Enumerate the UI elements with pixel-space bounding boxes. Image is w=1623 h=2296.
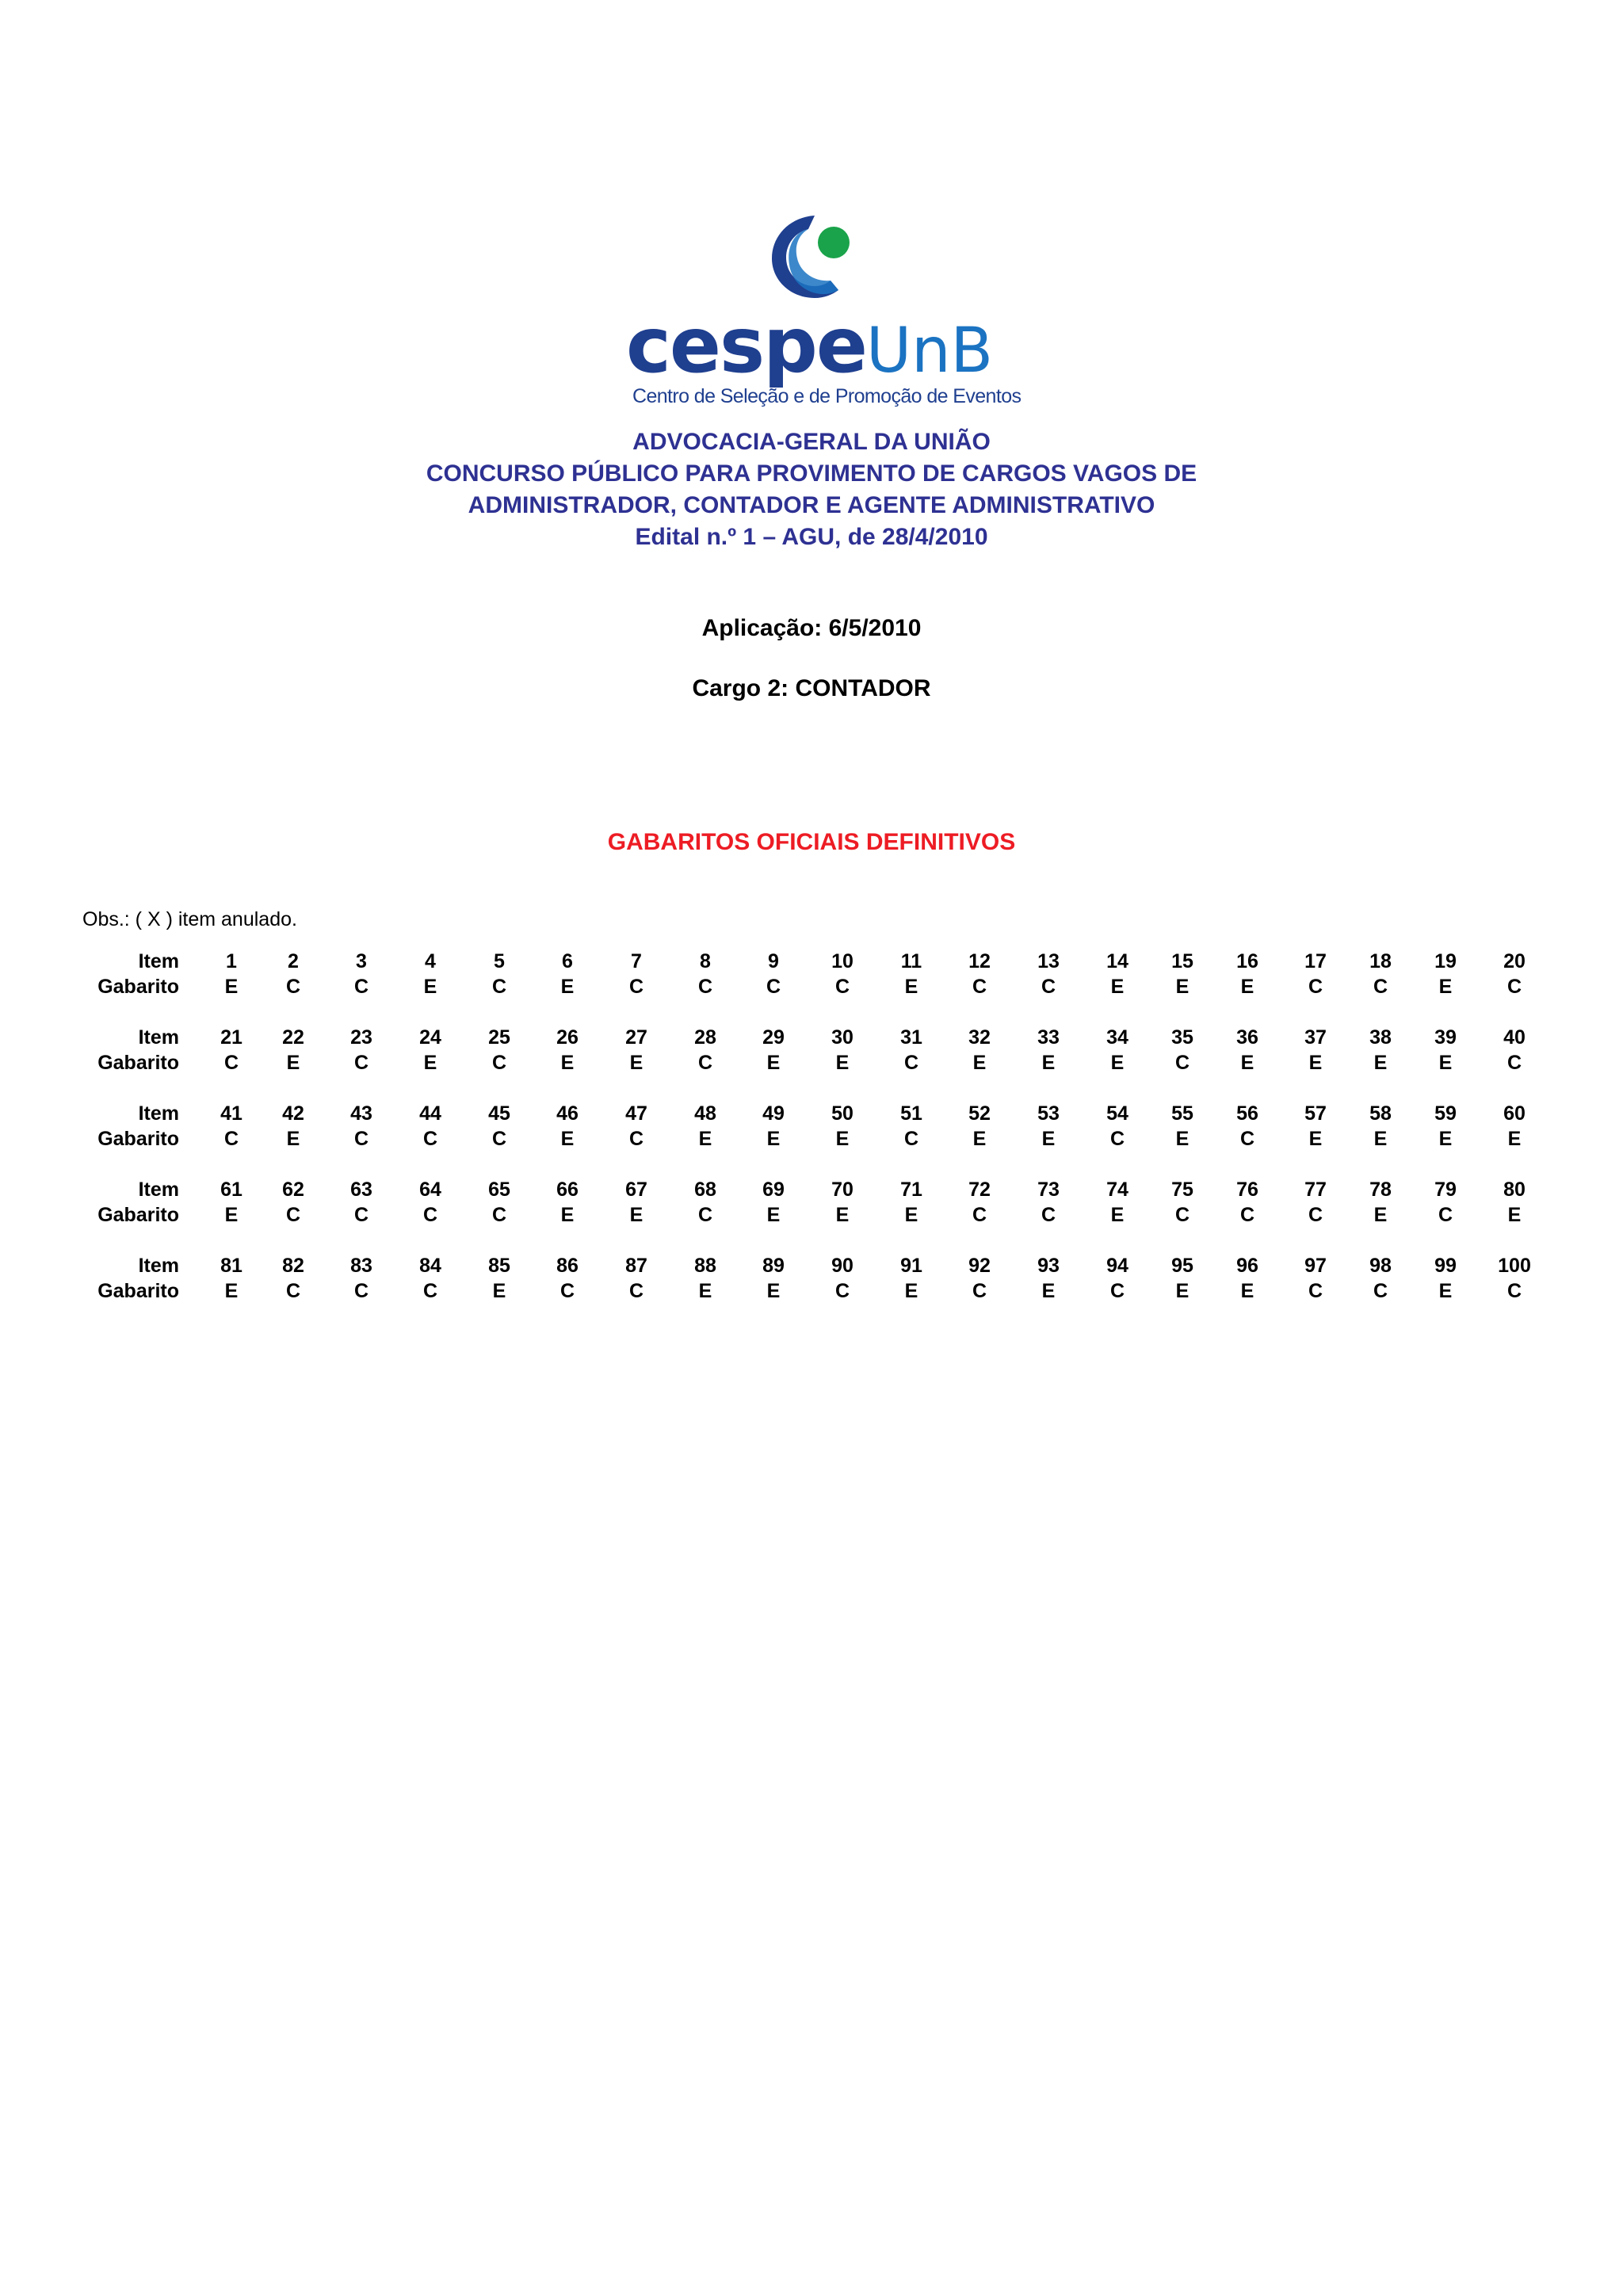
answer-value: E <box>1308 1128 1323 1150</box>
cespe-logo-mark-icon <box>769 212 856 301</box>
item-row-label: Item <box>138 1179 179 1201</box>
aplicacao-date: Aplicação: 6/5/2010 <box>701 615 922 641</box>
item-number: 61 <box>220 1179 242 1201</box>
answer-value: C <box>903 1052 919 1074</box>
answer-value: E <box>423 976 437 998</box>
item-number: 32 <box>968 1026 991 1049</box>
obs-note: Obs.: ( X ) item anulado. <box>82 908 297 930</box>
item-number: 65 <box>488 1179 510 1201</box>
item-number: 72 <box>968 1179 991 1201</box>
item-number: 42 <box>282 1102 304 1125</box>
item-number: 41 <box>220 1102 242 1125</box>
item-number: 30 <box>831 1026 854 1049</box>
item-number: 58 <box>1369 1102 1392 1125</box>
item-number: 8 <box>700 950 711 972</box>
answer-value: C <box>697 976 713 998</box>
answer-value: C <box>223 1052 239 1074</box>
item-number: 60 <box>1503 1102 1526 1125</box>
answer-value: C <box>834 976 850 998</box>
answer-value: E <box>1175 976 1190 998</box>
answer-value: C <box>697 1052 713 1074</box>
item-number: 37 <box>1304 1026 1327 1049</box>
answer-value: E <box>766 1204 781 1226</box>
answer-value: E <box>629 1204 643 1226</box>
item-number: 45 <box>488 1102 510 1125</box>
item-number: 55 <box>1171 1102 1193 1125</box>
answer-value: E <box>835 1204 850 1226</box>
answer-value: C <box>1438 1204 1453 1226</box>
item-number: 11 <box>900 950 922 972</box>
answer-value: E <box>698 1128 712 1150</box>
item-number: 14 <box>1106 950 1128 972</box>
header-line-1: ADVOCACIA-GERAL DA UNIÃO <box>632 429 991 455</box>
item-number: 88 <box>694 1255 716 1277</box>
item-number: 43 <box>350 1102 372 1125</box>
item-number: 49 <box>762 1102 785 1125</box>
answer-value: E <box>1041 1052 1056 1074</box>
answer-value: C <box>353 976 369 998</box>
gabarito-row-label: Gabarito <box>97 976 179 998</box>
answer-block <box>0 1026 1623 1081</box>
answer-value: E <box>1438 1280 1453 1302</box>
item-number: 73 <box>1037 1179 1060 1201</box>
item-number: 75 <box>1171 1179 1193 1201</box>
answer-value: C <box>628 1280 644 1302</box>
answer-value: C <box>223 1128 239 1150</box>
answer-value: C <box>1109 1280 1125 1302</box>
item-number: 17 <box>1304 950 1327 972</box>
answer-value: C <box>422 1128 438 1150</box>
item-number: 86 <box>556 1255 579 1277</box>
answer-value: E <box>1110 1052 1125 1074</box>
item-number: 34 <box>1106 1026 1128 1049</box>
answer-value: E <box>904 1204 918 1226</box>
answer-value: C <box>972 1280 987 1302</box>
item-number: 16 <box>1236 950 1258 972</box>
answer-value: C <box>491 1128 507 1150</box>
answer-value: C <box>491 1052 507 1074</box>
answer-value: E <box>835 1052 850 1074</box>
item-number: 28 <box>694 1026 716 1049</box>
answer-value: C <box>1308 976 1323 998</box>
answer-value: C <box>1308 1204 1323 1226</box>
item-number: 99 <box>1434 1255 1457 1277</box>
answer-value: E <box>835 1128 850 1150</box>
item-number: 78 <box>1369 1179 1392 1201</box>
item-number: 47 <box>625 1102 647 1125</box>
item-number: 1 <box>226 950 237 972</box>
item-number: 98 <box>1369 1255 1392 1277</box>
item-number: 81 <box>220 1255 242 1277</box>
item-number: 90 <box>831 1255 854 1277</box>
answer-value: E <box>1110 976 1125 998</box>
answer-value: E <box>1438 976 1453 998</box>
answer-value: C <box>1041 1204 1056 1226</box>
item-number: 77 <box>1304 1179 1327 1201</box>
item-number: 18 <box>1369 950 1392 972</box>
item-number: 22 <box>282 1026 304 1049</box>
item-row-label: Item <box>138 950 179 972</box>
item-number: 69 <box>762 1179 785 1201</box>
item-number: 25 <box>488 1026 510 1049</box>
item-number: 76 <box>1236 1179 1258 1201</box>
item-number: 93 <box>1037 1255 1060 1277</box>
item-number: 95 <box>1171 1255 1193 1277</box>
answer-value: E <box>1507 1128 1522 1150</box>
answer-value: E <box>492 1280 506 1302</box>
item-number: 40 <box>1503 1026 1526 1049</box>
answer-value: C <box>1373 976 1388 998</box>
item-number: 100 <box>1498 1255 1531 1277</box>
item-number: 83 <box>350 1255 372 1277</box>
answer-value: E <box>766 1128 781 1150</box>
answer-value: C <box>972 976 987 998</box>
item-number: 63 <box>350 1179 372 1201</box>
cespe-unb-logo <box>626 212 1022 411</box>
item-number: 59 <box>1434 1102 1457 1125</box>
item-number: 46 <box>556 1102 579 1125</box>
cespe-unb-wordmark <box>626 301 999 390</box>
answer-value: E <box>904 1280 918 1302</box>
item-number: 3 <box>356 950 367 972</box>
item-number: 15 <box>1171 950 1193 972</box>
answer-block <box>0 1178 1623 1233</box>
item-number: 66 <box>556 1179 579 1201</box>
answer-value: E <box>1373 1052 1388 1074</box>
answer-value: C <box>697 1204 713 1226</box>
answer-value: E <box>972 1052 987 1074</box>
item-number: 7 <box>631 950 642 972</box>
answer-value: C <box>1308 1280 1323 1302</box>
item-number: 26 <box>556 1026 579 1049</box>
document-header <box>0 426 1623 553</box>
item-number: 20 <box>1503 950 1526 972</box>
item-number: 57 <box>1304 1102 1327 1125</box>
answer-value: E <box>560 976 575 998</box>
item-number: 24 <box>419 1026 441 1049</box>
item-number: 67 <box>625 1179 647 1201</box>
answer-value: C <box>491 1204 507 1226</box>
answer-value: C <box>285 976 301 998</box>
item-number: 68 <box>694 1179 716 1201</box>
answer-value: C <box>353 1052 369 1074</box>
answer-value: E <box>1438 1052 1453 1074</box>
item-number: 5 <box>494 950 505 972</box>
answer-value: C <box>353 1204 369 1226</box>
header-line-2: CONCURSO PÚBLICO PARA PROVIMENTO DE CARGOS VAGOS DE <box>426 460 1197 487</box>
item-number: 71 <box>900 1179 922 1201</box>
item-number: 89 <box>762 1255 785 1277</box>
answer-value: E <box>1373 1204 1388 1226</box>
answer-value: E <box>1240 1052 1254 1074</box>
item-number: 31 <box>900 1026 922 1049</box>
item-number: 80 <box>1503 1179 1526 1201</box>
answer-value: C <box>834 1280 850 1302</box>
header-line-4: Edital n.º 1 – AGU, de 28/4/2010 <box>635 524 988 550</box>
answer-block <box>0 1102 1623 1157</box>
answer-value: C <box>903 1128 919 1150</box>
item-number: 33 <box>1037 1026 1060 1049</box>
item-number: 94 <box>1106 1255 1128 1277</box>
item-number: 53 <box>1037 1102 1060 1125</box>
answer-value: C <box>285 1280 301 1302</box>
answer-value: E <box>224 1204 239 1226</box>
item-number: 92 <box>968 1255 991 1277</box>
item-number: 51 <box>900 1102 922 1125</box>
answer-value: E <box>560 1128 575 1150</box>
item-number: 12 <box>968 950 991 972</box>
item-row-label: Item <box>138 1102 179 1125</box>
answer-value: C <box>628 976 644 998</box>
cargo-title: Cargo 2: CONTADOR <box>692 675 931 701</box>
answer-value: C <box>422 1204 438 1226</box>
answer-value: C <box>1041 976 1056 998</box>
answer-value: E <box>1438 1128 1453 1150</box>
answer-value: E <box>224 1280 239 1302</box>
item-number: 23 <box>350 1026 372 1049</box>
answer-value: E <box>766 1052 781 1074</box>
answer-value: C <box>1174 1052 1190 1074</box>
answer-value: E <box>1175 1128 1190 1150</box>
gabarito-row-label: Gabarito <box>97 1204 179 1226</box>
item-number: 9 <box>768 950 779 972</box>
gabarito-row-label: Gabarito <box>97 1128 179 1150</box>
item-number: 44 <box>419 1102 441 1125</box>
answer-value: E <box>972 1128 987 1150</box>
answer-value: C <box>1174 1204 1190 1226</box>
gabarito-row-label: Gabarito <box>97 1280 179 1302</box>
answer-value: E <box>560 1204 575 1226</box>
answer-value: E <box>1308 1052 1323 1074</box>
answer-value: C <box>1109 1128 1125 1150</box>
answer-value: C <box>491 976 507 998</box>
item-number: 38 <box>1369 1026 1392 1049</box>
answer-value: C <box>559 1280 575 1302</box>
brand-secondary: UnB <box>865 315 994 387</box>
item-number: 50 <box>831 1102 854 1125</box>
item-number: 62 <box>282 1179 304 1201</box>
answer-value: C <box>628 1128 644 1150</box>
answer-value: E <box>286 1052 300 1074</box>
answer-value: C <box>1239 1204 1255 1226</box>
item-number: 29 <box>762 1026 785 1049</box>
answer-value: C <box>1507 1052 1522 1074</box>
answer-value: E <box>224 976 239 998</box>
item-number: 70 <box>831 1179 854 1201</box>
item-number: 54 <box>1106 1102 1128 1125</box>
answer-value: E <box>1240 1280 1254 1302</box>
answer-value: E <box>1041 1128 1056 1150</box>
item-number: 87 <box>625 1255 647 1277</box>
answer-value: C <box>1239 1128 1255 1150</box>
item-number: 10 <box>831 950 854 972</box>
item-number: 85 <box>488 1255 510 1277</box>
answer-block <box>0 1254 1623 1309</box>
answer-value: C <box>1507 976 1522 998</box>
answer-value: C <box>353 1280 369 1302</box>
item-number: 36 <box>1236 1026 1258 1049</box>
header-line-3: ADMINISTRADOR, CONTADOR E AGENTE ADMINISTRATIVO <box>468 492 1155 518</box>
item-number: 21 <box>220 1026 242 1049</box>
answer-value: C <box>1373 1280 1388 1302</box>
item-number: 6 <box>562 950 573 972</box>
item-number: 48 <box>694 1102 716 1125</box>
answer-value: E <box>1507 1204 1522 1226</box>
item-number: 19 <box>1434 950 1457 972</box>
brand-primary: cespe <box>626 301 866 390</box>
item-number: 56 <box>1236 1102 1258 1125</box>
answer-value: E <box>1110 1204 1125 1226</box>
answer-value: C <box>766 976 781 998</box>
answer-value: E <box>1240 976 1254 998</box>
item-number: 82 <box>282 1255 304 1277</box>
answer-value: E <box>629 1052 643 1074</box>
gabaritos-title: GABARITOS OFICIAIS DEFINITIVOS <box>607 829 1016 855</box>
logo-tagline: Centro de Seleção e de Promoção de Eventos <box>632 385 1022 407</box>
answer-value: E <box>423 1052 437 1074</box>
item-number: 27 <box>625 1026 647 1049</box>
item-number: 64 <box>419 1179 441 1201</box>
item-number: 35 <box>1171 1026 1193 1049</box>
item-number: 79 <box>1434 1179 1457 1201</box>
answer-value: E <box>560 1052 575 1074</box>
answer-value: C <box>1507 1280 1522 1302</box>
item-number: 91 <box>900 1255 922 1277</box>
answer-value: E <box>698 1280 712 1302</box>
item-number: 96 <box>1236 1255 1258 1277</box>
answer-value: E <box>1041 1280 1056 1302</box>
answer-value: C <box>422 1280 438 1302</box>
item-number: 13 <box>1037 950 1060 972</box>
answer-value: E <box>904 976 918 998</box>
item-row-label: Item <box>138 1026 179 1049</box>
answer-block <box>0 949 1623 1005</box>
item-row-label: Item <box>138 1255 179 1277</box>
answer-value: E <box>286 1128 300 1150</box>
item-number: 84 <box>419 1255 441 1277</box>
answer-value: C <box>285 1204 301 1226</box>
answer-value: E <box>766 1280 781 1302</box>
item-number: 97 <box>1304 1255 1327 1277</box>
item-number: 2 <box>288 950 299 972</box>
answer-value: C <box>353 1128 369 1150</box>
answer-value: C <box>972 1204 987 1226</box>
answer-value: E <box>1373 1128 1388 1150</box>
item-number: 52 <box>968 1102 991 1125</box>
item-number: 4 <box>425 950 436 972</box>
gabarito-row-label: Gabarito <box>97 1052 179 1074</box>
answer-value: E <box>1175 1280 1190 1302</box>
item-number: 39 <box>1434 1026 1457 1049</box>
item-number: 74 <box>1106 1179 1128 1201</box>
